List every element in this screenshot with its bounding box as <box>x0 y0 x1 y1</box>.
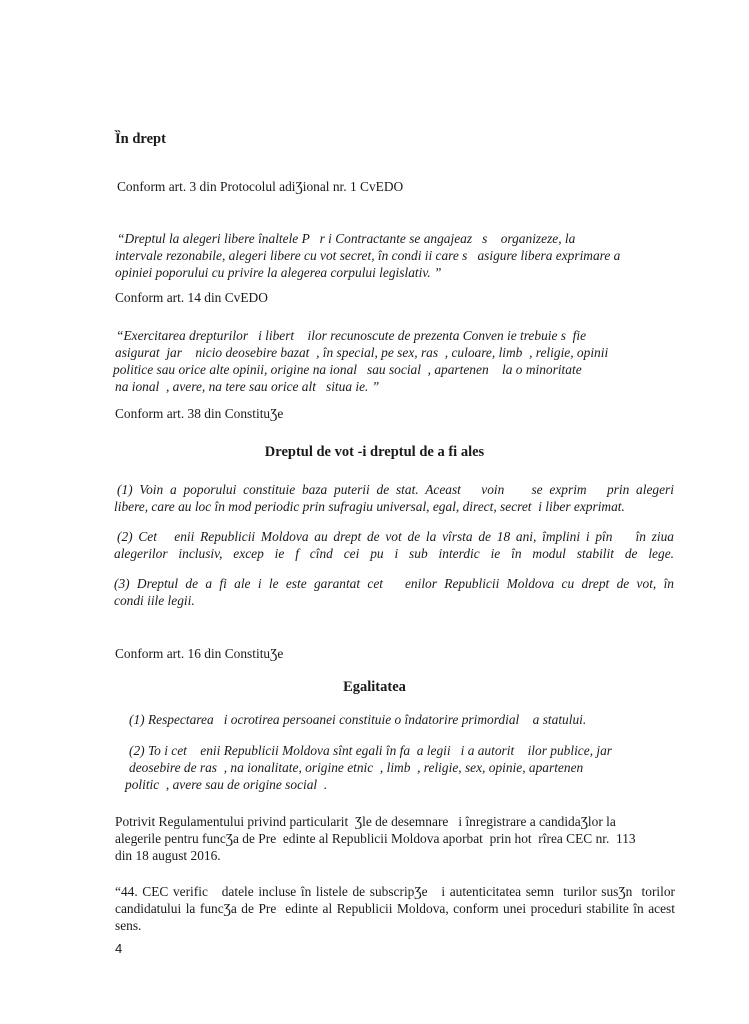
quote-line: na ional , avere, na tere sau orice alt situa ie. ” <box>115 379 380 394</box>
quote-line: “Exercitarea drepturilor i libert ilor recunoscute de prezenta Conven ie trebuie s fie <box>116 328 587 343</box>
reference-art16: Conform art. 16 din ConstituƷe <box>115 646 284 661</box>
page-number: 4 <box>115 941 123 956</box>
paragraph-line: Potrivit Regulamentului privind particularit Ʒle de desemnare i înregistrare a candidaƷlor la <box>115 814 616 829</box>
quote-line: opiniei poporului cu privire la alegerea corpului legislativ. ” <box>115 265 442 280</box>
paragraph-line: deosebire de ras , na ionalitate, origine etnic , limb , religie, sex, opinie, apartenen <box>129 760 584 775</box>
paragraph-line: (2) To i cet enii Republicii Moldova sînt egali în fa a legii i a autorit ilor publice, jar <box>129 743 613 758</box>
paragraph-line: alegerile pentru funcƷa de Pre edinte al Republicii Moldova aporbat prin hot rîrea CEC nr. 113 <box>115 831 636 846</box>
quote-line: “Dreptul la alegeri libere înaltele P r i Contractante se angajeaz s organizeze, la <box>117 231 576 246</box>
quote-line: asigurat jar nicio deosebire bazat , în special, pe sex, ras , culoare, limb , religie, opinii <box>115 345 609 360</box>
paragraph-line: “44. CEC verific datele incluse în listele de subscripƷe i autenticitatea semn turilor susƷn torilor <box>115 884 675 899</box>
paragraph-line: (2) Cet enii Republicii Moldova au drept de vot de la vîrsta de 18 ani, împlini i pîn în ziua <box>117 529 674 544</box>
paragraph-line: condi iile legii. <box>114 593 195 608</box>
paragraph-line: (1) Voin a poporului constituie baza puterii de stat. Aceast voin se exprim prin alegeri <box>117 482 674 497</box>
paragraph-line: din 18 august 2016. <box>115 848 221 863</box>
paragraph-line: politic , avere sau de origine social . <box>125 777 328 792</box>
paragraph-line: candidatului la funcƷa de Pre edinte al Republicii Moldova, conform unei proceduri stabilite în acest <box>115 901 675 916</box>
paragraph-line: libere, care au loc în mod periodic prin sufragiu universal, egal, direct, secret i liber exprimat. <box>114 499 625 514</box>
quote-line: politice sau orice alte opinii, origine na ional sau social , apartenen la o minoritate <box>113 362 582 377</box>
paragraph-line: (1) Respectarea i ocrotirea persoanei constituie o îndatorire primordial a statului. <box>129 712 587 727</box>
paragraph-line: (3) Dreptul de a fi ale i le este garantat cet enilor Republicii Moldova cu drept de vot, în <box>114 576 674 591</box>
paragraph-line: alegerilor inclusiv, excep ie f cînd cei pu i sub interdic ie în modul stabilit de lege. <box>114 546 674 561</box>
article-38-title: Dreptul de vot -i dreptul de a fi ales <box>264 444 485 460</box>
paragraph-line: sens. <box>115 918 142 933</box>
reference-art14: Conform art. 14 din CvEDO <box>115 290 268 305</box>
section-heading: Ȉn drept <box>115 131 166 147</box>
reference-art38: Conform art. 38 din ConstituƷe <box>115 406 284 421</box>
quote-line: intervale rezonabile, alegeri libere cu vot secret, în condi ii care s asigure libera exprimare a <box>115 248 621 263</box>
reference-protocol: Conform art. 3 din Protocolul adiƷional nr. 1 CvEDO <box>117 179 404 194</box>
article-16-title: Egalitatea <box>343 679 406 695</box>
